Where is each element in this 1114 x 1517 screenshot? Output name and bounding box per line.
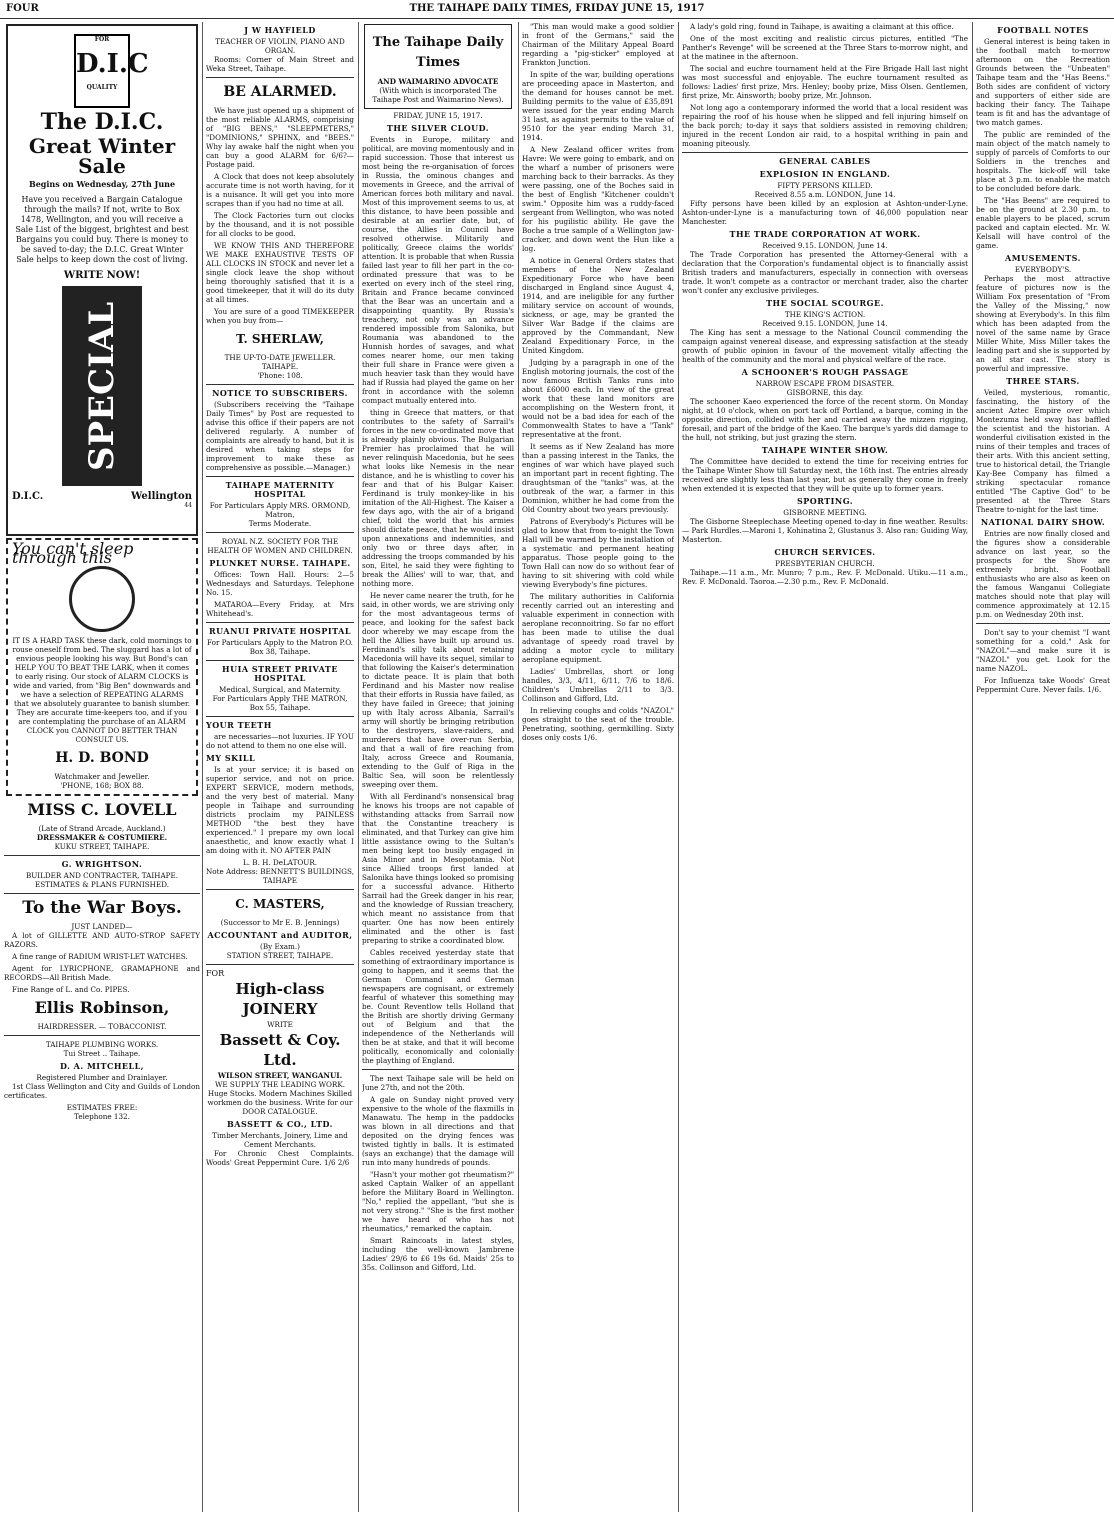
cable-received: Received 9.15. LONDON, June 14. xyxy=(762,241,888,250)
football-body: The public are reminded of the main object of the match namely to supply of parcels of Comforts to our Soldiers in the trenches and hospitals. The kick-off will take place at 3 p.m. to enable the match to be concluded before dark. xyxy=(976,130,1110,193)
masters-exam: (By Exam.) xyxy=(260,942,300,951)
skill-body: Is at your service; it is based on superior service, and not on price. EXPERT SERVICE, modern methods, and the very best of material. Many people in Taihape and surrounding districts proclaim my PAINLESS METHOD "the best they have experienced." I prepare my own local anaesthetic, and know exactly what I am doing with it. NO AFTER PAIN xyxy=(206,765,354,855)
dairy-show-headline: NATIONAL DAIRY SHOW. xyxy=(980,517,1106,527)
wrightson-name: G. WRIGHTSON. xyxy=(61,859,143,869)
huia-title: HUIA STREET PRIVATE HOSPITAL xyxy=(222,664,338,683)
teeth-title: YOUR TEETH xyxy=(206,720,272,730)
hayfield-name: J W HAYFIELD xyxy=(244,25,316,35)
divider xyxy=(4,1035,200,1036)
wrightson-estimates: ESTIMATES & PLANS FURNISHED. xyxy=(34,880,169,889)
ellis-name: Ellis Robinson, xyxy=(34,998,170,1017)
bond-headline: You can't sleep through this xyxy=(12,539,134,567)
paper-incorporated: (With which is incorporated The Taihape Post and Waimarino News). xyxy=(372,86,504,104)
warboys-line: Fine Range of L. and Co. PIPES. xyxy=(12,985,130,994)
news-item: In relieving coughs and colds "NAZOL" goes straight to the seat of the trouble. Penetrating, soothing, germkilling. Sixty doses only costs 1/6. xyxy=(522,706,674,742)
divider xyxy=(682,152,968,153)
column-3 xyxy=(362,22,514,1512)
bond-name: H. D. BOND xyxy=(55,750,149,766)
article-paragraph: He never came nearer the truth, for he said, in other words, we are striving only for the most advantageous terms of peace, and looking for the safest back door whereby we may escape from the hell the Allies have built up around us. Ferdinand's silly talk about retaining Macedonia will have its sequel, similar to that following the Kaiser's determination to dictate peace. It is plain that both Ferdinand and his Master now realise that their efforts in Russia have failed, as they have failed in Greece; that joining up with Italy across Albania, Sarrail's army will shortly be bringing retribution to the destroyers, slave-raiders, and murderers that have over-run Serbia, and that a wall of fire reaching from Italy, across Greece and Roumania, extending to the Gulf of Riga in the Baltic Sea, will soon be relentlessly sweeping over them. xyxy=(362,591,514,789)
dairy-show-body: Entries are now finally closed and the figures show a considerable advance on last year, so the prospects for the Show are extremely bright. Football enthusiasts who are also as keen on the famous Wanganui Collegiate matches should note that play will commence approximately at 12.15 p.m. on Wednesday 20th inst. xyxy=(976,529,1110,619)
news-item: It seems as if New Zealand has more than a passing interest in the Tanks, the engines of war which have played such an important part in recent fighting. The draughtsman of the "tanks" was, at the outbreak of the war, a farmer in this Dominion, whither he had come from the Old Country about two years previously. xyxy=(522,442,674,514)
divider xyxy=(206,77,354,78)
lovell-sub: (Late of Strand Arcade, Auckland.) xyxy=(38,824,166,833)
woods-advert: For Influenza take Woods' Great Peppermint Cure. Never fails. 1/6. xyxy=(976,676,1110,694)
plunket-society: ROYAL N.Z. SOCIETY FOR THE HEALTH OF WOMEN AND CHILDREN. xyxy=(207,537,353,555)
column-4 xyxy=(522,22,674,1512)
divider xyxy=(206,716,354,717)
show-body: The Committee have decided to extend the time for receiving entries for the Taihape Winter Show till Saturday next, the 16th inst. The entries already received are slightly less than last year, but as generally they come in freely when extended it is expected that they will be quite up to former years. xyxy=(682,457,968,493)
joinery-word: JOINERY xyxy=(242,1000,318,1018)
column-2 xyxy=(206,22,354,1512)
delatour-address: Note Address: BENNETT'S BUILDINGS, TAIHAPE xyxy=(206,867,354,885)
editorial-head: THE SILVER CLOUD. xyxy=(386,123,490,133)
notice-title: NOTICE TO SUBSCRIBERS. xyxy=(212,388,348,398)
bond-advert xyxy=(6,538,198,796)
delatour-name: L. B. H. DeLATOUR. xyxy=(242,858,318,867)
joinery-hc: High-class xyxy=(235,980,325,998)
column-rule xyxy=(358,22,359,1512)
news-item: The military authorities in California recently carried out an interesting and valuable experiment in connection with aeroplane reconnoitring. So far no effort has been made to utilise the dual advantage of speedy road travel by adding a motor cycle to military aeroplane equipment. xyxy=(522,592,674,664)
dic-body: Have you received a Bargain Catalogue through the mails? If not, write to Box 1478, Wellington, and you will receive a Sale List of the biggest, brightest and best Bargains you could buy. There is money to be saved to-day; the D.I.C. Great Winter Sale helps to keep down the cost of living. xyxy=(15,195,189,264)
teeth-body: are necessaries—not luxuries. IF YOU do not attend to them no one else will. xyxy=(206,732,354,750)
sporting-body: The Gisborne Steeplechase Meeting opened to-day in fine weather. Results:— Park Hurdles.—Maroni 1, Kohinatina 2, Glustanus 3. Also ran: Guiding Way, Masterton. xyxy=(682,517,968,544)
cable-subhead: FIFTY PERSONS KILLED. xyxy=(777,181,873,190)
cable-headline: THE TRADE CORPORATION AT WORK. xyxy=(729,229,921,239)
amusements-body: Perhaps the most attractive feature of pictures now is the William Fox presentation of "From the Valley of the Missing," now showing at Everybody's. In this film which has been adapted from the novel of the same name by Grace Miller White, Miss Miller takes the leading part and she is supported by an all star cast. The story is powerful and impressive. xyxy=(976,274,1110,373)
divider xyxy=(362,1069,514,1070)
wrightson-trade: BUILDER AND CONTRACTER, TAIHAPE. xyxy=(25,871,179,880)
dic-advert xyxy=(6,24,198,536)
alarmed-paragraph: A Clock that does not keep absolutely accurate time is not worth having, for it is a nuisance. It will get you into more scrapes than if you had no time at all. xyxy=(206,172,354,208)
church-subhead: PRESBYTERIAN CHURCH. xyxy=(775,559,875,568)
joinery-stock: Huge Stocks. Modern Machines Skilled workmen do the business. Write for our DOOR CATALOGUE. xyxy=(207,1089,353,1116)
plumbing-certificates: 1st Class Wellington and City and Guilds of London certificates. xyxy=(4,1082,200,1100)
masters-address: STATION STREET, TAIHAPE. xyxy=(226,951,334,960)
news-item: A gale on Sunday night proved very expensive to the whole of the flaxmills in Manawatu. The hemp in the paddocks was blown in all directions and that deposited on the drying fences was twisted tightly in balls. It is estimated (says an exchange) that the damage will run into many hundreds of pounds. xyxy=(362,1095,514,1167)
huia-sub: Medical, Surgical, and Maternity. xyxy=(219,685,341,694)
bond-body: IT IS A HARD TASK these dark, cold mornings to rouse oneself from bed. The sluggard has a lot of envious people looking his way. But Bond's can HELP YOU TO BEAT THE LARK, when it comes to early rising. Our stock of ALARM CLOCKS is wide and varied, from "Big Ben" downwards and we have a selection of REPEATING ALARMS that we absolutely guarantee to banish slumber. They are accurate time-keepers too, and if you are contemplating the purchase of an ALARM CLOCK you CANNOT DO BETTER THAN CONSULT US. xyxy=(12,636,192,744)
dic-logo-text: D.I.C xyxy=(76,49,149,79)
paper-sub: AND WAIMARINO ADVOCATE xyxy=(377,77,499,86)
divider xyxy=(4,855,200,856)
joinery-write: WRITE xyxy=(267,1020,293,1029)
page-number: FOUR xyxy=(6,3,39,14)
news-item: In spite of the war, building operations are proceeding apace in Masterton, and the demand for houses cannot be met. Building permits to the value of £35,891 were issued for the year ending March 31 last, as against permits to the value of 9510 for the year ending March 31, 1914. xyxy=(522,70,674,142)
show-headline: TAIHAPE WINTER SHOW. xyxy=(761,445,889,455)
divider xyxy=(206,660,354,661)
column-rule xyxy=(202,22,203,1512)
warboys-line: A lot of GILLETTE AND AUTO-STROP SAFETY RAZORS. xyxy=(4,931,200,949)
dic-footer-left: D.I.C. xyxy=(12,491,44,502)
cable-body: The Trade Corporation has presented the Attorney-General with a declaration that the Corporation's fundamental object is to financially assist British traders and manufacturers, especially in connection with overseas trade. It won't compete as a contractor or merchant trader, also the charter won't confer any exclusive privileges. xyxy=(682,250,968,295)
news-item: The social and euchre tournament held at the Fire Brigade Hall last night was most successful and enjoyable. The euchre tournament resulted as follows: Ladies' first prize, Mrs. Henley; booby prize, Miss Olsen. Gentlemen, first prize, Mr. Ainsworth; booby prize, Mr. Johnson. xyxy=(682,64,968,100)
divider xyxy=(206,964,354,965)
hayfield-rooms: Rooms: Corner of Main Street and Weka Street, Taihape. xyxy=(206,55,354,73)
column-5 xyxy=(682,22,968,1512)
news-item: A notice in General Orders states that members of the New Zealand Expeditionary Force who have been discharged in England since August 4, 1914, and are ineligible for any further military service on account of wounds, sickness, or age, may be granted the Silver War Badge if the claims are approved by the Commandant, New Zealand Expeditionary Force, in the United Kingdom. xyxy=(522,256,674,355)
divider xyxy=(976,623,1110,624)
joinery-address: WILSON STREET, WANGANUI. xyxy=(217,1071,343,1080)
article-paragraph: With all Ferdinand's nonsensical brag he knows his troops are not capable of withstanding attacks from Sarrail now that the Constantine treachery is eliminated, and that Turkey can give him little assistance owing to the Sultan's men being kept too busily engaged in Asia Minor and in Mesopotamia. Not since Allied troops first landed at Salonika have things looked so promising for a successful advance. Hitherto Sarrail had the Greek danger in his rear, and the knowledge of Russian treachery, which meant no assistance from that quarter. One has now been entirely eliminated and the other is fast preparing to strike a coordinated blow. xyxy=(362,792,514,945)
divider xyxy=(206,476,354,477)
masthead-title: THE TAIHAPE DAILY TIMES, FRIDAY JUNE 15, 1917 xyxy=(409,3,705,14)
news-item: The next Taihape sale will be held on June 27th, and not the 20th. xyxy=(362,1074,514,1092)
football-headline: FOOTBALL NOTES xyxy=(997,25,1089,35)
news-item: Not long ago a contemporary informed the world that a local resident was repairing the roof of his house when he slipped and fell injuring himself on the back porch; to-day it says that soldiers assisted in removing children; injured in the recent London air raid, to a hospital writhing in pain and moaning piteously. xyxy=(682,103,968,148)
news-item: Judging by a paragraph in one of the English motoring journals, the cost of the now famous British Tanks runs into about £6000 each. In view of the great work that these land monitors are accomplishing on the Western front, it would not be a bad idea for each of the Commonwealth States to have a "Tank" representative at the front. xyxy=(522,358,674,439)
alarmed-paragraph: The Clock Factories turn out clocks by the thousand, and it is not possible for all clocks to be good. xyxy=(206,211,354,238)
column-rule xyxy=(678,22,679,1512)
cable-body: The King has sent a message to the National Council commending the campaign against venereal disease, and expressing satisfaction at the steady growth of public opinion in favour of the movement vitally affecting the health of the community and the moral and physical welfare of the race. xyxy=(682,328,968,364)
three-stars-body: Veiled, mysterious, romantic, fascinating, the history of the ancient Aztec Empire over which Montezuma held sway has baffled the scientist and the historian. A wonderful civilisation existed in the ruins of their temples and traces of their arts. With this ancient setting, true to historical detail, the Triangle Kay-Bee Company has filmed a striking spectacular romance entitled "The Captive God" to be presented at the Three Stars Theatre to-night for the last time. xyxy=(976,388,1110,514)
cable-body: The schooner Kaeo experienced the force of the recent storm. On Monday night, at 10 o'clock, when on port tack off Portland, a barque, coming in the opposite direction, collided with her and carried away the mizzen rigging, foresail, and part of the bridge of the Kaeo. The barque's yards did damage to the hull, not striking, but just grazing the stern. xyxy=(682,397,968,442)
masthead xyxy=(0,0,1114,19)
article-paragraph: thing in Greece that matters, or that contributes to the safety of Sarrail's forces in the new co-ordinated move that is already plainly obvious. The Bulgarian Premier has proclaimed that he will never relinquish Macedonia, but he sees what looks like Nemesis in the near distance, and he is whistling to cover his fear and that of his Bulgar Kaiser. Ferdinand is truly monkey-like in his imitation of the All-Highest. The Kaiser a few days ago, with the air of a brigand chief, told the world that his armies should dictate peace, that he would insist upon annexations and indemnities, and only two or three days after, in addressing the troops commanded by his son, Eitel, he said they were fighting to break the Allies' will to war, that, and nothing more. xyxy=(362,408,514,588)
joinery-firm2: BASSETT & CO., LTD. xyxy=(227,1119,333,1129)
news-item: "Hasn't your mother got rheumatism?" asked Captain Walker of an appellant before the Military Board in Wellington. "No," replied the appellant, "but she is not very strong." "She is the first mother we have heard of who has not rheumatics," remarked the captain. xyxy=(362,1170,514,1233)
bond-phone: 'PHONE, 168; BOX 88. xyxy=(60,781,144,790)
editorial-paragraph: Events in Europe, military and political, are moving momentously and in rapid succession. Those that interest us most being the re-organisation of forces in Russia, the ominous changes and movements in Greece, and the arrival of American forces both military and naval. Most of this improvement seems to us, at this distance, to have been possible and desirable at an earlier date, but, of course, the Allies in Council have resolved otherwise. Militarily and politically, Greece claims the worlds' attention. It is probable that when Russia failed last year to fill her part in the co-ordinated pressure that was to be exerted on every inch of the steel ring, Britain and France became convinced that the Bear was an uncertain and a disappointing quantity. By Russia's treachery, not only was an advance rendered impossible from Salonika, but Roumania was abandoned to the Hunnish hordes of savages, and what comes nearer home, our men taking their full share in France were given a much heavier task than they would have had if Russia had played the game on her front in accordance with the solemn compact mutually entered into. xyxy=(362,135,514,405)
cable-received: Received 8.55 a.m. LONDON, June 14. xyxy=(754,190,896,199)
divider xyxy=(206,532,354,533)
huia-body: For Particulars Apply THE MATRON, Box 55, Taihape. xyxy=(212,694,348,712)
divider xyxy=(206,384,354,385)
warboys-title: To the War Boys. xyxy=(22,898,182,918)
three-stars-headline: THREE STARS. xyxy=(1006,376,1080,386)
divider xyxy=(206,622,354,623)
church-body: Taihape.—11 a.m., Mr. Munro; 7 p.m., Rev. F. McDonald. Utiku.—11 a.m., Rev. F. McDonald. Taoroa.—2.30 p.m., Rev. F. McDonald. xyxy=(682,568,968,586)
special-hand-graphic: SPECIAL xyxy=(62,286,142,486)
divider xyxy=(4,893,200,894)
cable-headline: THE SOCIAL SCOURGE. xyxy=(766,298,884,308)
dic-begins: Begins on Wednesday, 27th June xyxy=(28,179,176,189)
joinery-headline xyxy=(206,979,354,1019)
church-headline: CHURCH SERVICES. xyxy=(774,547,876,557)
warboys-line: Agent for LYRICPHONE, GRAMAPHONE and RECORDS—All British Made. xyxy=(4,964,200,982)
bond-trade: Watchmaker and Jeweller. xyxy=(54,772,150,781)
column-rule xyxy=(972,22,973,1512)
joinery-supply: WE SUPPLY THE LEADING WORK. xyxy=(215,1080,345,1089)
dic-write-now: WRITE NOW! xyxy=(63,270,141,281)
lovell-trade: DRESSMAKER & COSTUMIERE. xyxy=(36,833,168,842)
cable-headline: A SCHOONER'S ROUGH PASSAGE xyxy=(741,367,909,377)
cable-body: Fifty persons have been killed by an explosion at Ashton-under-Lyne. Ashton-under-Lyne is a manufacturing town of 46,000 population near Manchester. xyxy=(682,199,968,226)
cable-subhead: THE KING'S ACTION. xyxy=(784,310,866,319)
football-body: The "Has Beens" are required to be on the ground at 2.30 p.m. to enable players to be placed, scrum packed and captain elected. Mr. W. Kelsall will have control of the game. xyxy=(976,196,1110,250)
cable-received: GISBORNE, this day. xyxy=(786,388,864,397)
amusements-headline: AMUSEMENTS. xyxy=(1005,253,1081,263)
dic-sale: Great Winter Sale xyxy=(28,134,176,178)
dic-logo-bottom: QUALITY xyxy=(86,84,118,91)
news-item: A lady's gold ring, found in Taihape, is awaiting a claimant at this office. xyxy=(690,22,954,31)
joinery-for: FOR xyxy=(206,969,225,978)
masters-name: C. MASTERS, xyxy=(235,897,325,911)
lovell-address: KUKU STREET, TAIHAPE. xyxy=(54,842,150,851)
sherlaw-trade: THE UP-TO-DATE JEWELLER. TAIHAPE. xyxy=(224,353,336,371)
dic-logo xyxy=(74,34,149,108)
notice-body: (Subscribers receiving the "Taihape Daily Times" by Post are requested to advise this office if their papers are not delivered regularly. A number of complaints are already to hand, but it is desired when taking steps for improvement to make these as comprehensive as possible.—Manager.) xyxy=(206,400,354,472)
masters-sub: (Successor to Mr E. B. Jennings) xyxy=(220,918,340,927)
joinery-advert xyxy=(206,969,354,1167)
plunket-nurse: PLUNKET NURSE. TAIHAPE. xyxy=(209,558,351,568)
alarmed-paragraph: WE KNOW THIS AND THEREFORE WE MAKE EXHAUSTIVE TESTS OF ALL CLOCKS IN STOCK and never let a single clock leave the shop without being thoroughly satisfied that it is a good timekeeper, that it will do its duty at all times. xyxy=(206,241,354,304)
amusements-subhead: EVERYBODY'S. xyxy=(1014,265,1072,274)
masthead-box xyxy=(364,24,512,109)
warboys-line: A fine range of RADIUM WRIST-LET WATCHES. xyxy=(12,952,188,961)
plumbing-name: D. A. MITCHELL, xyxy=(59,1061,145,1071)
sporting-subhead: GISBORNE MEETING. xyxy=(783,508,867,517)
article-paragraph: Cables received yesterday state that something of extraordinary importance is going to happen, and it seems that the German Command and German newspapers are cognisant, or extremely fearful of whatever this something may be. Count Reventlow tells Holland that the British are shortly driving Germany out of Belgium and that the independence of the Netherlands will then be at stake, and that it will become politically, economically and colonially the plaything of England. xyxy=(362,948,514,1065)
masters-trade: ACCOUNTANT and AUDITOR, xyxy=(207,930,353,940)
divider xyxy=(206,889,354,890)
skill-title: MY SKILL xyxy=(206,753,256,763)
column-1 xyxy=(4,22,200,1512)
cables-heading: GENERAL CABLES xyxy=(779,156,871,166)
hayfield-trade: TEACHER OF VIOLIN, PIANO AND ORGAN. xyxy=(215,37,345,55)
alarm-clock-icon xyxy=(69,566,135,632)
dic-advert-number: 44 xyxy=(184,502,192,509)
alarmed-title: BE ALARMED. xyxy=(223,84,337,100)
plunket-offices: Offices: Town Hall. Hours: 2—5 Wednesdays and Saturdays. Telephone No. 15. xyxy=(206,570,354,597)
maternity-line: Terms Moderate. xyxy=(248,519,312,528)
ellis-trade: HAIRDRESSER. — TOBACCONIST. xyxy=(37,1022,167,1031)
cable-subhead: NARROW ESCAPE FROM DISASTER. xyxy=(755,379,895,388)
dic-footer-right: Wellington xyxy=(131,491,192,502)
joinery-firm: Bassett & Coy. Ltd. xyxy=(219,1031,341,1069)
plumbing-telephone: Telephone 132. xyxy=(74,1112,130,1121)
plumbing-trade: Registered Plumber and Drainlayer. xyxy=(36,1073,168,1082)
plumbing-title: TAIHAPE PLUMBING WORKS. xyxy=(45,1040,159,1049)
football-body: General interest is being taken in the football match to-morrow afternoon on the Recreation Grounds between the "Unbeaten" Taihape team and the "Has Beens." Both sides are confident of victory and supporters of either side are backing their fancy. The Taihape team is fit and has the advantage of two match games. xyxy=(976,37,1110,127)
joinery-trade: Timber Merchants, Joinery, Lime and Cement Merchants. xyxy=(212,1131,348,1149)
cable-received: Received 9.15. LONDON, June 14. xyxy=(762,319,888,328)
ruanui-body: For Particulars Apply to the Matron P.O. Box 38, Taihape. xyxy=(207,638,353,656)
plunket-mataroa: MATAROA—Every Friday, at Mrs Whitehead's. xyxy=(206,600,354,618)
joinery-chest-cure: For Chronic Chest Complaints. Woods' Great Peppermint Cure. 1/6 2/6 xyxy=(206,1149,354,1167)
sherlaw-name: T. SHERLAW, xyxy=(236,332,324,346)
dic-logo-top: FOR xyxy=(94,36,110,43)
paper-title: The Taihape Daily Times xyxy=(372,35,504,70)
sporting-headline: SPORTING. xyxy=(796,496,854,506)
nazol-advert: Don't say to your chemist "I want something for a cold." Ask for "NAZOL"—and make sure it is "NAZOL" you get. Look for the name NAZOL. xyxy=(976,628,1110,673)
column-rule xyxy=(518,22,519,1512)
alarmed-paragraph: You are sure of a good TIMEKEEPER when you buy from— xyxy=(206,307,354,325)
plumbing-estimates: ESTIMATES FREE: xyxy=(66,1103,138,1112)
news-item: One of the most exciting and realistic circus pictures, entitled "The Panther's Revenge" will be screened at the Three Stars to-morrow night, and at the matinee in the afternoon. xyxy=(682,34,968,61)
paper-date: FRIDAY, JUNE 15, 1917. xyxy=(393,111,483,120)
lovell-name: MISS C. LOVELL xyxy=(27,800,177,819)
maternity-title: TAIHAPE MATERNITY HOSPITAL xyxy=(225,480,335,499)
plumbing-address: Tui Street .. Taihape. xyxy=(63,1049,141,1058)
news-item: A New Zealand officer writes from Havre: We were going to embark, and on the wharf a number of prisoners were marching back to their barracks. As they were passing, one of the Boches said in the best of English "Kitchener couldn't swim." Opposite him was a ruddy-faced sergeant from Wellington, who was noted for his pugilistic ability. He gave the Boche a true sample of a Wellington jaw-cracker, and down went the Hun like a log. xyxy=(522,145,674,253)
cable-headline: EXPLOSION IN ENGLAND. xyxy=(759,169,891,179)
news-item: Smart Raincoats in latest styles, including the well-known Jambrene Ladies' 29/6 to £6 19s 6d. Maids' 25s to 35s. Collinson and Gifford, Ltd. xyxy=(362,1236,514,1272)
news-item: Ladies' Umbrellas, short or long handles, 3/3, 4/11, 6/11, 7/6 to 18/6. Children's Umbrellas 2/11 to 3/3. Collinson and Gifford, Ltd. xyxy=(522,667,674,703)
alarmed-paragraph: We have just opened up a shipment of the most reliable ALARMS, comprising of "BIG BENS," "SLEEPMETERS," "DOMINIONS," SPHINX, and "BEES." Why lay awake half the night when you can buy a good ALARM for 6/6?—Postage paid. xyxy=(206,106,354,169)
warboys-line: JUST LANDED— xyxy=(71,922,133,931)
sherlaw-phone: 'Phone: 108. xyxy=(257,371,303,380)
column-6 xyxy=(976,22,1110,1512)
maternity-line: For Particulars Apply MRS. ORMOND, Matron, xyxy=(209,501,351,519)
news-item: "This man would make a good soldier in front of the Germans," said the Chairman of the Military Appeal Board regarding a "pig-sticker" employed at Frankton Junction. xyxy=(522,22,674,67)
dic-footer xyxy=(12,492,192,501)
ruanui-title: RUANUI PRIVATE HOSPITAL xyxy=(209,626,351,636)
dic-title: The D.I.C. xyxy=(40,109,164,135)
news-item: Patrons of Everybody's Pictures will be glad to know that from to-night the Town Hall will be warmed by the installation of a systematic and permanent heating apparatus. Those people going to the Town Hall can now do so without fear of having to sit shivering with cold while viewing Everybody's fine pictures. xyxy=(522,517,674,589)
